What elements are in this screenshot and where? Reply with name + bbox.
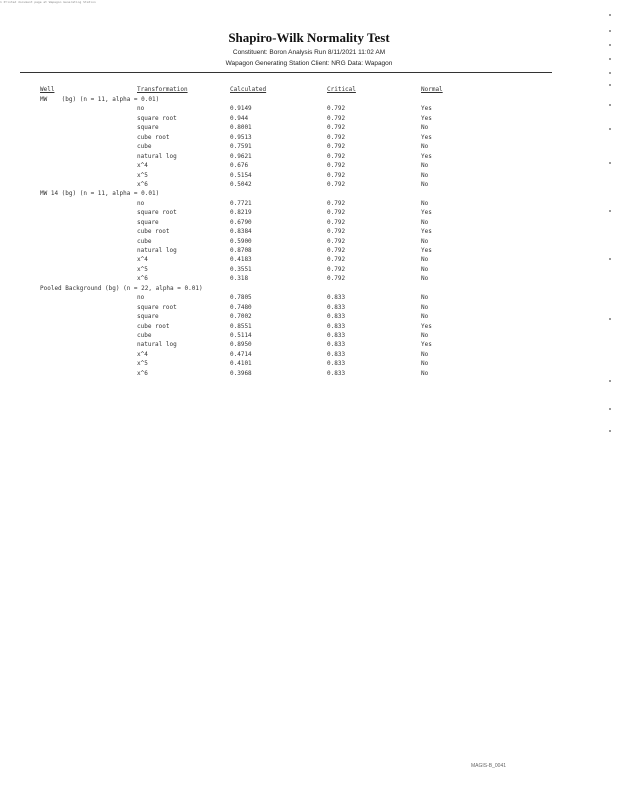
- cell-critical: 0.833: [327, 313, 346, 321]
- cell-normal: Yes: [421, 152, 432, 160]
- cell-transformation: no: [137, 105, 145, 113]
- cell-transformation: square: [137, 124, 159, 132]
- cell-calculated: 0.3551: [230, 265, 252, 273]
- table-row: [40, 180, 480, 189]
- cell-transformation: square root: [137, 114, 177, 122]
- cell-critical: 0.792: [327, 237, 346, 245]
- cell-transformation: x^5: [137, 171, 148, 179]
- column-header-normal: Normal: [421, 86, 443, 93]
- results-table: [40, 86, 480, 378]
- cell-transformation: x^4: [137, 162, 148, 170]
- cell-calculated: 0.6790: [230, 218, 252, 226]
- column-header-well: Well: [40, 86, 55, 93]
- cell-critical: 0.792: [327, 180, 346, 188]
- cell-normal: Yes: [421, 322, 432, 330]
- cell-transformation: cube: [137, 143, 152, 151]
- cell-normal: No: [421, 369, 429, 377]
- table-row: [40, 218, 480, 227]
- table-row: [40, 142, 480, 151]
- cell-critical: 0.792: [327, 218, 346, 226]
- cell-transformation: x^6: [137, 369, 148, 377]
- report-subtitle-line2: Wapagon Generating Station Client: NRG Data: Wapagon: [225, 60, 393, 67]
- table-row: [40, 293, 480, 302]
- cell-normal: No: [421, 331, 429, 339]
- cell-transformation: x^6: [137, 275, 148, 283]
- cell-normal: No: [421, 275, 429, 283]
- column-header-critical: Critical: [327, 86, 356, 93]
- cell-critical: 0.792: [327, 124, 346, 132]
- cell-normal: No: [421, 180, 429, 188]
- page-right-edge-marks: [609, 0, 612, 800]
- table-row: [40, 199, 480, 208]
- cell-calculated: 0.7480: [230, 303, 252, 311]
- table-row: [40, 255, 480, 264]
- table-row: [40, 208, 480, 217]
- cell-critical: 0.792: [327, 265, 346, 273]
- table-row: [40, 161, 480, 170]
- cell-normal: No: [421, 313, 429, 321]
- table-row: [40, 114, 480, 123]
- table-row: [40, 171, 480, 180]
- table-row: [40, 104, 480, 113]
- cell-calculated: 0.5042: [230, 180, 252, 188]
- cell-normal: Yes: [421, 105, 432, 113]
- cell-transformation: x^6: [137, 180, 148, 188]
- cell-critical: 0.833: [327, 360, 346, 368]
- cell-normal: No: [421, 350, 429, 358]
- cell-calculated: 0.7721: [230, 199, 252, 207]
- cell-transformation: natural log: [137, 247, 177, 254]
- cell-normal: No: [421, 218, 429, 226]
- cell-transformation: square root: [137, 303, 177, 311]
- table-row: [40, 274, 480, 283]
- cell-normal: No: [421, 294, 429, 302]
- report-subtitle-line1: Constituent: Boron Analysis Run 8/11/2021 11:02 AM: [232, 49, 386, 56]
- cell-calculated: 0.8708: [230, 247, 252, 254]
- cell-transformation: no: [137, 294, 145, 302]
- cell-transformation: x^4: [137, 256, 148, 264]
- cell-critical: 0.792: [327, 199, 346, 207]
- cell-normal: Yes: [421, 209, 432, 217]
- cell-transformation: square root: [137, 209, 177, 217]
- cell-critical: 0.833: [327, 303, 346, 311]
- table-header-row: [40, 86, 480, 95]
- cell-calculated: 0.3968: [230, 369, 252, 377]
- cell-calculated: 0.318: [230, 275, 249, 283]
- cell-calculated: 0.7002: [230, 313, 252, 321]
- cell-normal: No: [421, 143, 429, 151]
- cell-critical: 0.833: [327, 350, 346, 358]
- cell-critical: 0.792: [327, 256, 346, 264]
- cell-critical: 0.792: [327, 152, 346, 160]
- cell-normal: No: [421, 265, 429, 273]
- footer-code: MAGIS-B_0041: [471, 763, 507, 769]
- cell-normal: No: [421, 360, 429, 368]
- well-group-label: MW (bg) (n = 11, alpha = 0.01): [40, 96, 160, 103]
- table-row: [40, 359, 480, 368]
- cell-normal: Yes: [421, 228, 432, 236]
- cell-normal: No: [421, 162, 429, 170]
- cell-calculated: 0.8384: [230, 228, 252, 236]
- table-row: [40, 312, 480, 321]
- cell-calculated: 0.7591: [230, 143, 252, 151]
- cell-normal: Yes: [421, 247, 432, 254]
- cell-calculated: 0.8950: [230, 341, 252, 349]
- table-row: [40, 350, 480, 359]
- table-row: [40, 123, 480, 132]
- table-row: [40, 331, 480, 340]
- cell-transformation: x^4: [137, 350, 148, 358]
- cell-calculated: 0.4183: [230, 256, 252, 264]
- table-row: [40, 369, 480, 378]
- cell-normal: No: [421, 199, 429, 207]
- cell-transformation: cube: [137, 331, 152, 339]
- cell-calculated: 0.9513: [230, 133, 252, 141]
- cell-calculated: 0.4714: [230, 350, 252, 358]
- cell-critical: 0.792: [327, 275, 346, 283]
- table-row: [40, 133, 480, 142]
- cell-transformation: natural log: [137, 152, 177, 160]
- column-header-transformation: Transformation: [137, 86, 188, 93]
- cell-critical: 0.792: [327, 105, 346, 113]
- cell-critical: 0.833: [327, 369, 346, 377]
- cell-normal: No: [421, 303, 429, 311]
- table-row: [40, 227, 480, 236]
- table-row: [40, 246, 480, 255]
- cell-critical: 0.792: [327, 133, 346, 141]
- cell-calculated: 0.8001: [230, 124, 252, 132]
- cell-critical: 0.792: [327, 114, 346, 122]
- cell-calculated: 0.5114: [230, 331, 252, 339]
- column-header-calculated: Calculated: [230, 86, 267, 93]
- table-row: [40, 265, 480, 274]
- cell-transformation: square: [137, 218, 159, 226]
- cell-transformation: cube root: [137, 133, 170, 141]
- cell-normal: Yes: [421, 114, 432, 122]
- cell-transformation: x^5: [137, 360, 148, 368]
- table-body: [40, 95, 480, 378]
- cell-transformation: no: [137, 199, 145, 207]
- cell-transformation: cube root: [137, 322, 170, 330]
- cell-critical: 0.833: [327, 341, 346, 349]
- cell-critical: 0.833: [327, 322, 346, 330]
- cell-calculated: 0.5900: [230, 237, 252, 245]
- cell-critical: 0.792: [327, 247, 346, 254]
- cell-normal: No: [421, 237, 429, 245]
- cell-calculated: 0.8219: [230, 209, 252, 217]
- cell-normal: No: [421, 256, 429, 264]
- cell-calculated: 0.8551: [230, 322, 252, 330]
- table-row: [40, 340, 480, 349]
- cell-critical: 0.792: [327, 228, 346, 236]
- cell-calculated: 0.944: [230, 114, 249, 122]
- cell-transformation: x^5: [137, 265, 148, 273]
- cell-critical: 0.792: [327, 162, 346, 170]
- cell-critical: 0.792: [327, 209, 346, 217]
- cell-calculated: 0.676: [230, 162, 249, 170]
- cell-transformation: cube root: [137, 228, 170, 236]
- cell-transformation: square: [137, 313, 159, 321]
- page-top-text: 1 Printed document page at Wapagon Generating Station: [0, 0, 96, 4]
- cell-calculated: 0.5154: [230, 171, 252, 179]
- cell-normal: Yes: [421, 341, 432, 349]
- cell-normal: No: [421, 124, 429, 132]
- header-rule: [20, 72, 552, 73]
- cell-transformation: natural log: [137, 341, 177, 349]
- cell-normal: Yes: [421, 133, 432, 141]
- cell-transformation: cube: [137, 237, 152, 245]
- cell-critical: 0.833: [327, 331, 346, 339]
- cell-critical: 0.833: [327, 294, 346, 302]
- well-group-label: Pooled Background (bg) (n = 22, alpha = 0.01): [40, 284, 203, 292]
- table-row: [40, 303, 480, 312]
- table-row: [40, 322, 480, 331]
- table-row: [40, 237, 480, 246]
- cell-critical: 0.792: [327, 171, 346, 179]
- cell-calculated: 0.7805: [230, 294, 252, 302]
- cell-calculated: 0.9621: [230, 152, 252, 160]
- well-group-label: MW 14 (bg) (n = 11, alpha = 0.01): [40, 190, 160, 198]
- cell-calculated: 0.4101: [230, 360, 252, 368]
- cell-critical: 0.792: [327, 143, 346, 151]
- table-row: [40, 152, 480, 161]
- cell-normal: No: [421, 171, 429, 179]
- report-title: Shapiro-Wilk Normality Test: [228, 30, 390, 45]
- cell-calculated: 0.9149: [230, 105, 252, 113]
